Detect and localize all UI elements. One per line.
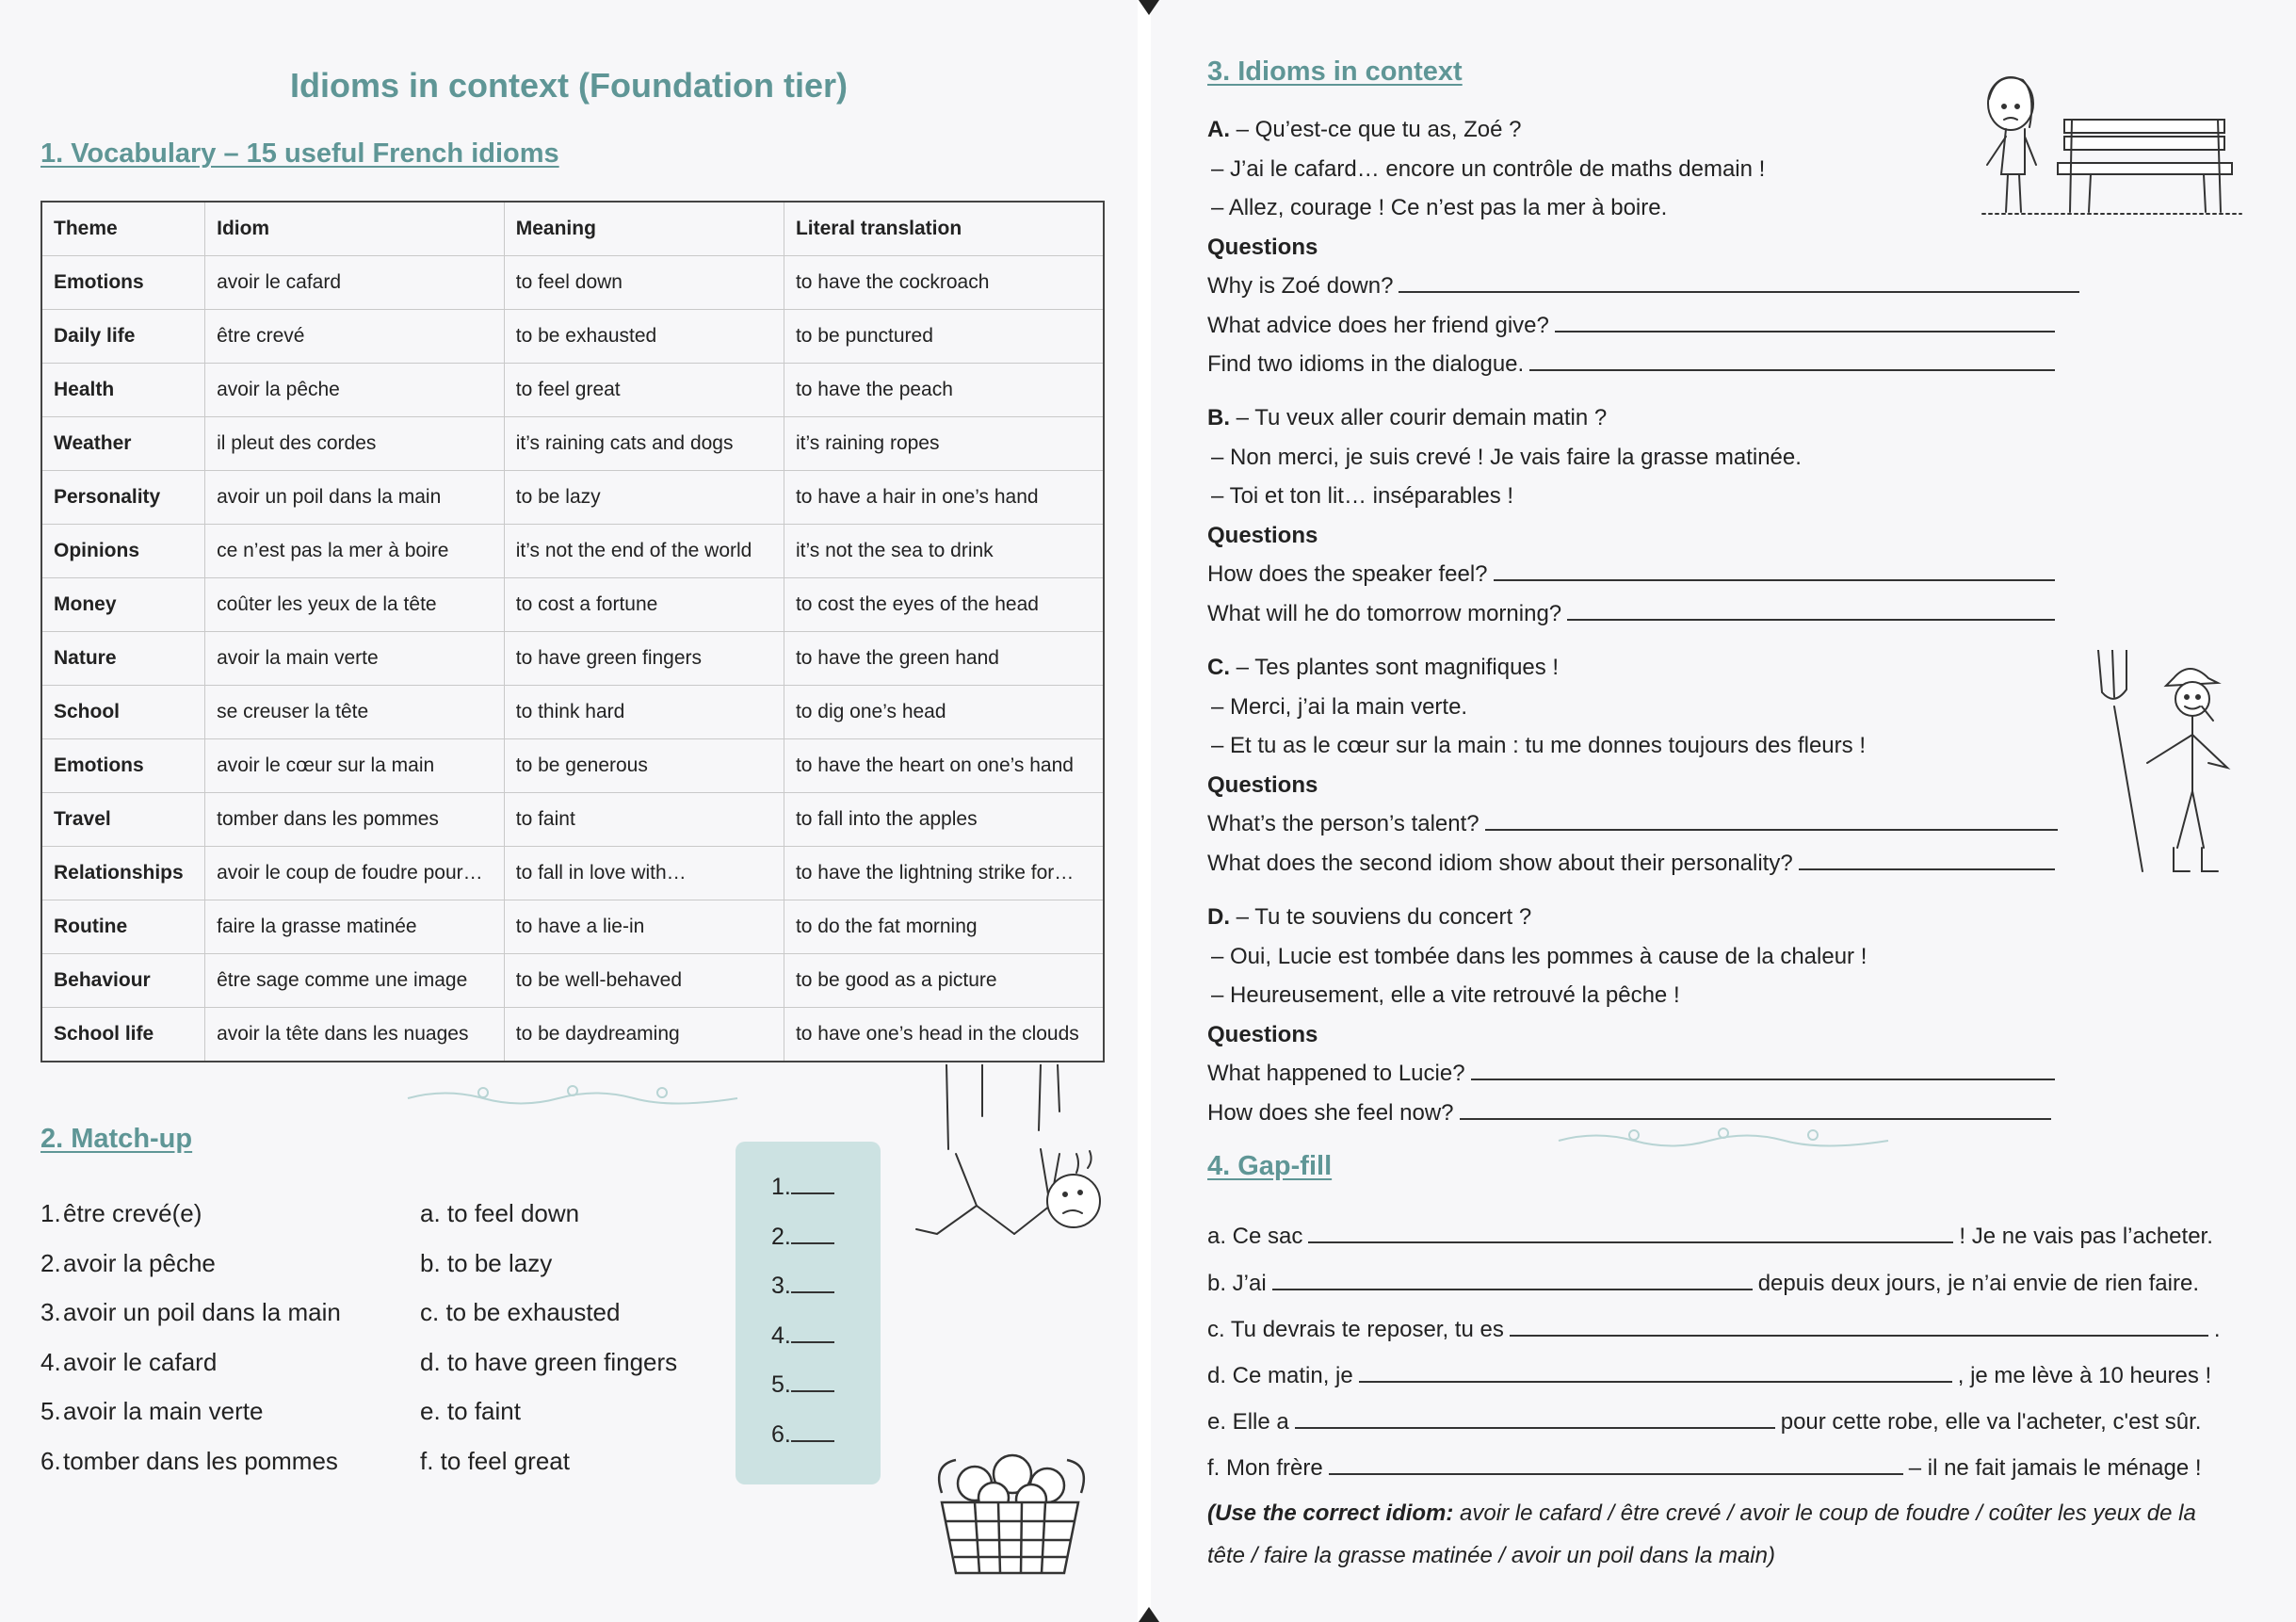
cell-idiom: être sage comme une image [205, 954, 505, 1008]
answer-blank[interactable] [791, 1416, 834, 1442]
question-row [1207, 1054, 2055, 1094]
answer-slot [771, 1261, 881, 1311]
cell-idiom: faire la grasse matinée [205, 900, 505, 954]
questions-heading: Questions [1207, 1021, 1318, 1047]
section-4-title: 4. Gap-fill [1207, 1151, 1333, 1181]
match-idiom-text: avoir le cafard [63, 1347, 218, 1376]
gap-fill-hint [1207, 1492, 2229, 1577]
gap-fill-before: e. Elle a [1207, 1409, 1289, 1435]
cell-idiom: avoir la main verte [205, 632, 505, 686]
fainting-person-illustration [909, 1064, 1111, 1286]
question-text: What’s the person’s talent? [1207, 811, 1479, 836]
answer-line[interactable] [1471, 1058, 2055, 1080]
answer-slot [771, 1360, 881, 1410]
gap-fill-blank[interactable] [1359, 1358, 1952, 1383]
cell-theme: Health [41, 364, 205, 417]
dialogue-line: – Allez, courage ! Ce n’est pas la mer à boire. [1211, 195, 1668, 220]
cell-literal: it’s not the sea to drink [784, 525, 1104, 578]
match-idiom-number: 3. [40, 1298, 61, 1326]
cell-theme: Behaviour [41, 954, 205, 1008]
answer-number: 5. [771, 1371, 791, 1398]
gardener-pitchfork-illustration [2091, 650, 2232, 881]
answer-slot [771, 1162, 881, 1212]
dialogue-line: – Oui, Lucie est tombée dans les pommes à cause de la chaleur ! [1211, 943, 1868, 969]
answer-line[interactable] [1555, 310, 2055, 333]
table-row [41, 256, 1104, 310]
match-idiom-number: 6. [40, 1446, 61, 1475]
cell-theme: Daily life [41, 310, 205, 364]
cell-theme: Emotions [41, 256, 205, 310]
question-text: What advice does her friend give? [1207, 312, 1549, 338]
table-row [41, 954, 1104, 1008]
cell-theme: Travel [41, 793, 205, 847]
match-meaning-item: d. to have green fingers [420, 1347, 678, 1376]
spine-notch-bottom [1139, 1607, 1159, 1622]
cell-literal: it’s raining ropes [784, 417, 1104, 471]
cell-literal: to have the peach [784, 364, 1104, 417]
dialogue-line [1207, 398, 2055, 438]
gap-fill-after: . [2213, 1317, 2221, 1342]
table-row [41, 364, 1104, 417]
cell-theme: Money [41, 578, 205, 632]
match-idiom-text: avoir la pêche [63, 1248, 216, 1277]
dialogue-line: – Merci, j’ai la main verte. [1211, 693, 1468, 720]
gap-fill-after: – il ne fait jamais le ménage ! [1908, 1455, 2202, 1481]
table-row [41, 793, 1104, 847]
match-meaning-item: c. to be exhausted [420, 1298, 621, 1326]
question-row [1207, 306, 2079, 346]
questions-heading: Questions [1207, 522, 1318, 548]
gap-fill-after: ! Je ne vais pas l’acheter. [1959, 1224, 2213, 1249]
cell-theme: Emotions [41, 739, 205, 793]
dialogue-d [1207, 898, 2055, 1132]
divider-ornament-right [1554, 1126, 1893, 1154]
cell-theme: Personality [41, 471, 205, 525]
match-idiom-number: 1. [40, 1199, 61, 1227]
match-idiom-item [40, 1387, 341, 1436]
gap-fill-row [1207, 1399, 2201, 1446]
cell-theme: Relationships [41, 847, 205, 900]
cell-idiom: il pleut des cordes [205, 417, 505, 471]
gap-fill-before: b. J’ai [1207, 1271, 1267, 1296]
question-row [1207, 555, 2055, 594]
cell-idiom: avoir un poil dans la main [205, 471, 505, 525]
cell-meaning: to have a lie-in [504, 900, 784, 954]
cell-theme: School life [41, 1008, 205, 1062]
dialogue-label: A. [1207, 117, 1230, 142]
answer-blank[interactable] [791, 1366, 834, 1392]
gap-fill-after: depuis deux jours, je n’ai envie de rien faire. [1757, 1271, 2199, 1296]
dialogue-b [1207, 398, 2055, 633]
cell-theme: Opinions [41, 525, 205, 578]
cell-meaning: to be daydreaming [504, 1008, 784, 1062]
match-idiom-item [40, 1436, 341, 1486]
cell-literal: to fall into the apples [784, 793, 1104, 847]
match-idiom-text: être crevé(e) [63, 1199, 202, 1227]
cell-meaning: to be exhausted [504, 310, 784, 364]
table-row [41, 739, 1104, 793]
dialogue-label: B. [1207, 405, 1230, 430]
gap-fill-blank[interactable] [1272, 1266, 1753, 1290]
match-meaning-item: a. to feel down [420, 1199, 580, 1227]
cell-meaning: to fall in love with… [504, 847, 784, 900]
header-idiom: Idiom [205, 202, 505, 256]
question-text: What happened to Lucie? [1207, 1061, 1465, 1086]
cell-literal: to be punctured [784, 310, 1104, 364]
table-row [41, 632, 1104, 686]
hint-label: (Use the correct idiom: [1207, 1500, 1454, 1526]
answer-blank[interactable] [791, 1267, 834, 1293]
match-idiom-number: 4. [40, 1347, 61, 1376]
cell-meaning: to be generous [504, 739, 784, 793]
cell-literal: to have the lightning strike for… [784, 847, 1104, 900]
question-text: Find two idioms in the dialogue. [1207, 351, 1525, 377]
gap-fill-row [1207, 1445, 2202, 1492]
answer-slot [771, 1311, 881, 1361]
table-row [41, 686, 1104, 739]
header-meaning: Meaning [504, 202, 784, 256]
gap-fill-after: pour cette robe, elle va l'acheter, c'est sûr. [1780, 1409, 2202, 1435]
cell-meaning: it’s raining cats and dogs [504, 417, 784, 471]
table-row [41, 310, 1104, 364]
answer-slot [771, 1410, 881, 1460]
cell-literal: to be good as a picture [784, 954, 1104, 1008]
question-row [1207, 804, 2058, 844]
spine-notch-top [1139, 0, 1159, 15]
girl-bench-illustration [1978, 71, 2246, 231]
match-idiom-text: avoir la main verte [63, 1397, 264, 1425]
question-row [1207, 267, 2079, 306]
page-title: Idioms in context (Foundation tier) [290, 66, 848, 105]
answer-line[interactable] [1460, 1097, 2052, 1120]
question-text: Why is Zoé down? [1207, 273, 1394, 299]
cell-idiom: être crevé [205, 310, 505, 364]
gap-fill-row [1207, 1306, 2221, 1354]
section-3-title: 3. Idioms in context [1207, 57, 1463, 87]
dialogue-c [1207, 648, 2058, 883]
answer-line[interactable] [1567, 598, 2055, 621]
cell-idiom: tomber dans les pommes [205, 793, 505, 847]
cell-literal: to cost the eyes of the head [784, 578, 1104, 632]
table-row [41, 417, 1104, 471]
match-idiom-item [40, 1338, 341, 1387]
match-meaning-list [420, 1189, 677, 1485]
table-row [41, 578, 1104, 632]
cell-literal: to have the green hand [784, 632, 1104, 686]
cell-meaning: to cost a fortune [504, 578, 784, 632]
cell-idiom: avoir le cafard [205, 256, 505, 310]
gap-fill-row [1207, 1353, 2211, 1400]
match-idiom-number: 5. [40, 1397, 61, 1425]
gap-fill-blank[interactable] [1295, 1404, 1775, 1429]
cell-literal: to dig one’s head [784, 686, 1104, 739]
dialogue-line: – Et tu as le cœur sur la main : tu me donnes toujours des fleurs ! [1211, 733, 1866, 758]
cell-idiom: avoir la pêche [205, 364, 505, 417]
cell-meaning: to faint [504, 793, 784, 847]
gap-fill-row [1207, 1260, 2199, 1307]
answer-box [736, 1142, 881, 1484]
table-row [41, 471, 1104, 525]
dialogue-a [1207, 110, 2079, 384]
match-meaning-item: b. to be lazy [420, 1248, 553, 1277]
dialogue-first-line: – Tu veux aller courir demain matin ? [1230, 405, 1608, 430]
header-literal: Literal translation [784, 202, 1104, 256]
gap-fill-before: a. Ce sac [1207, 1224, 1303, 1249]
dialogue-line [1207, 898, 2055, 937]
cell-theme: School [41, 686, 205, 739]
question-text: How does the speaker feel? [1207, 561, 1488, 587]
dialogue-line: – Heureusement, elle a vite retrouvé la pêche ! [1211, 982, 1680, 1008]
question-row [1207, 345, 2079, 384]
cell-literal: to have a hair in one’s hand [784, 471, 1104, 525]
hint-text: avoir le cafard / être crevé / avoir le coup de foudre / coûter les yeux de la tête / faire la grasse matinée / avoir un poil dans la main) [1207, 1500, 2196, 1568]
dialogue-line: – Toi et ton lit… inséparables ! [1211, 483, 1514, 509]
cell-meaning: to be well-behaved [504, 954, 784, 1008]
cell-meaning: to feel down [504, 256, 784, 310]
cell-literal: to have the cockroach [784, 256, 1104, 310]
question-row [1207, 594, 2055, 634]
section-2-title: 2. Match-up [40, 1124, 193, 1154]
gap-fill-before: f. Mon frère [1207, 1455, 1323, 1481]
dialogue-first-line: – Tes plantes sont magnifiques ! [1230, 655, 1560, 680]
question-text: What will he do tomorrow morning? [1207, 600, 1562, 626]
header-theme: Theme [41, 202, 205, 256]
gap-fill-after: , je me lève à 10 heures ! [1957, 1363, 2212, 1388]
match-idiom-item [40, 1239, 341, 1289]
cell-theme: Nature [41, 632, 205, 686]
answer-blank[interactable] [791, 1317, 834, 1343]
gap-fill-before: d. Ce matin, je [1207, 1363, 1353, 1388]
table-header-row [41, 202, 1104, 256]
cell-idiom: avoir le coup de foudre pour… [205, 847, 505, 900]
match-idiom-item [40, 1288, 341, 1338]
match-idiom-list [40, 1189, 341, 1485]
table-row [41, 1008, 1104, 1062]
table-row [41, 847, 1104, 900]
cell-literal: to have the heart on one’s hand [784, 739, 1104, 793]
answer-list [736, 1142, 881, 1459]
cell-literal: to do the fat morning [784, 900, 1104, 954]
dialogue-line [1207, 648, 2058, 688]
answer-number: 1. [771, 1174, 791, 1200]
table-row [41, 900, 1104, 954]
gap-fill-row [1207, 1213, 2213, 1260]
table-row [41, 525, 1104, 578]
dialogue-label: D. [1207, 904, 1230, 930]
answer-number: 6. [771, 1420, 791, 1448]
dialogue-line [1207, 110, 2079, 150]
gap-fill-blank[interactable] [1329, 1451, 1903, 1475]
apple-basket-illustration [932, 1446, 1092, 1582]
section-1-title: 1. Vocabulary – 15 useful French idioms [40, 138, 559, 169]
dialogue-label: C. [1207, 655, 1230, 680]
cell-idiom: coûter les yeux de la tête [205, 578, 505, 632]
cell-meaning: it’s not the end of the world [504, 525, 784, 578]
cell-meaning: to think hard [504, 686, 784, 739]
question-row [1207, 844, 2058, 884]
match-idiom-text: avoir un poil dans la main [63, 1298, 341, 1326]
answer-number: 4. [771, 1322, 791, 1349]
cell-meaning: to have green fingers [504, 632, 784, 686]
answer-number: 3. [771, 1273, 791, 1299]
cell-idiom: ce n’est pas la mer à boire [205, 525, 505, 578]
match-idiom-number: 2. [40, 1248, 61, 1277]
cell-theme: Routine [41, 900, 205, 954]
answer-blank[interactable] [791, 1168, 834, 1194]
question-text: How does she feel now? [1207, 1099, 1454, 1126]
dialogue-first-line: – Tu te souviens du concert ? [1230, 904, 1532, 930]
dialogue-line: – Non merci, je suis crevé ! Je vais faire la grasse matinée. [1211, 444, 1802, 470]
question-text: What does the second idiom show about their personality? [1207, 850, 1793, 876]
match-meaning-item: f. to feel great [420, 1446, 570, 1475]
answer-slot [771, 1212, 881, 1262]
match-idiom-text: tomber dans les pommes [63, 1446, 338, 1475]
cell-literal: to have one’s head in the clouds [784, 1008, 1104, 1062]
gap-fill-blank[interactable] [1510, 1312, 2208, 1337]
answer-blank[interactable] [791, 1218, 834, 1244]
divider-ornament-left [403, 1083, 742, 1111]
cell-meaning: to be lazy [504, 471, 784, 525]
cell-idiom: se creuser la tête [205, 686, 505, 739]
gap-fill-blank[interactable] [1308, 1219, 1953, 1243]
match-idiom-item [40, 1189, 341, 1239]
answer-line[interactable] [1399, 270, 2079, 293]
questions-heading: Questions [1207, 234, 1318, 260]
gap-fill-before: c. Tu devrais te reposer, tu es [1207, 1317, 1504, 1342]
cell-theme: Weather [41, 417, 205, 471]
answer-number: 2. [771, 1223, 791, 1250]
cell-idiom: avoir la tête dans les nuages [205, 1008, 505, 1062]
dialogue-line: – J’ai le cafard… encore un contrôle de maths demain ! [1211, 155, 1766, 182]
questions-heading: Questions [1207, 771, 1318, 798]
answer-line[interactable] [1799, 848, 2055, 870]
match-meaning-item: e. to faint [420, 1397, 521, 1425]
cell-meaning: to feel great [504, 364, 784, 417]
dialogue-first-line: – Qu’est-ce que tu as, Zoé ? [1230, 117, 1522, 142]
answer-line[interactable] [1494, 559, 2055, 581]
cell-idiom: avoir le cœur sur la main [205, 739, 505, 793]
answer-line[interactable] [1485, 808, 2058, 831]
vocabulary-table [40, 201, 1105, 1062]
answer-line[interactable] [1529, 349, 2055, 371]
